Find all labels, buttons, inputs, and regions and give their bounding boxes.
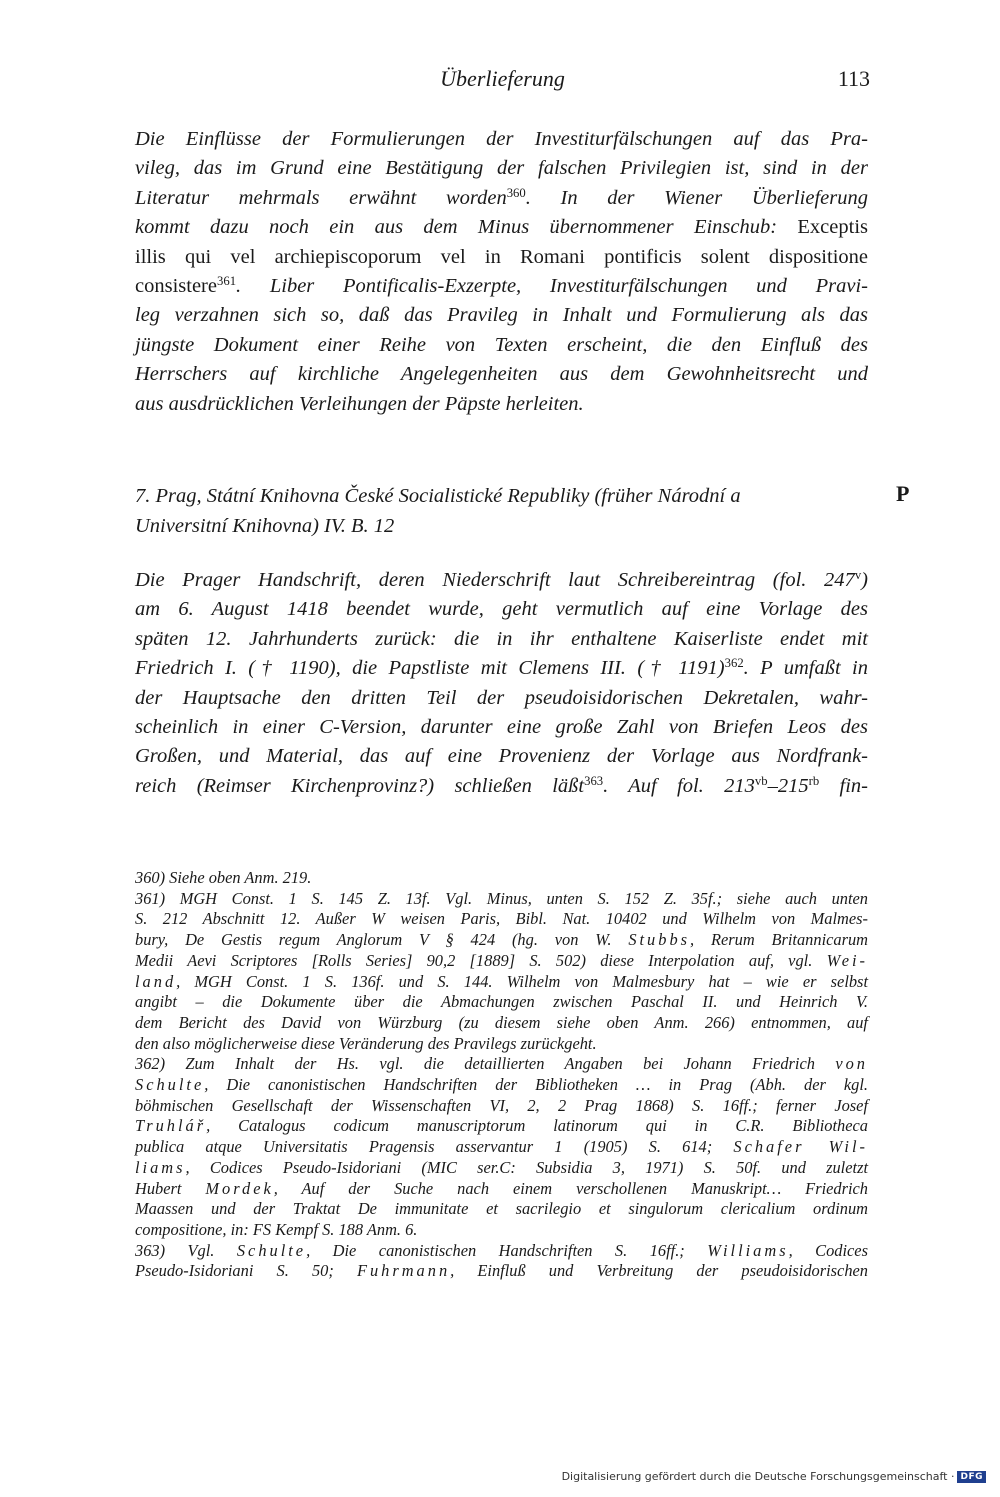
footnote-361: 361) MGH Const. 1 S. 145 Z. 13f. Vgl. Minus, unten S. 152 Z. 35f.; siehe auch unten <box>135 888 868 908</box>
dfg-logo: DFG <box>957 1471 986 1483</box>
section-heading <box>135 481 870 541</box>
text-line: leg verzahnen sich so, daß das Pravileg in Inhalt und Formulierung als das <box>135 304 868 327</box>
footnote-362: 362) Zum Inhalt der Hs. vgl. die detaillierten Angaben bei Johann Friedrich von <box>135 1054 868 1074</box>
text-line: Die Einflüsse der Formulierungen der Investiturfälschungen auf das Pra- <box>135 128 868 150</box>
footnote-line: Schulte, Die canonistischen Handschriften der Bibliotheken … in Prag (Abh. der kgl. <box>135 1075 868 1095</box>
page-number: 113 <box>837 66 870 91</box>
text-line: Literatur mehrmals erwähnt worden$^{360}$. In der Wiener Überlieferung <box>135 185 868 209</box>
text-line: kommt dazu noch ein aus dem Minus übernommener Einschub: Exceptis <box>135 216 869 239</box>
footnote-line: publica atque Universitatis Pragensis asservantur 1 (1905) S. 614; Schafer Wil- <box>135 1137 868 1157</box>
paragraph-prague <box>135 566 868 801</box>
digitization-credit <box>562 1470 986 1483</box>
footnote-line: compositione, in: FS Kempf S. 188 Anm. 6. <box>135 1219 418 1239</box>
page-header <box>135 66 870 102</box>
footnote-line: Maassen und der Traktat De immunitate et sacrilegio et singulorum clericalium ordinum <box>135 1199 868 1219</box>
text-line: Die Prager Handschrift, deren Niederschrift laut Schreibereintrag (fol. 247$^v$) <box>135 568 868 591</box>
text-line: am 6. August 1418 beendet wurde, geht vermutlich auf eine Vorlage des <box>135 598 868 621</box>
footnote-line: angibt – die Dokumente über die Abmachungen zwischen Paschal II. und Heinrich V. <box>135 992 868 1012</box>
footnote-ref: 362 <box>724 656 744 671</box>
footnote-line: S. 212 Abschnitt 12. Außer W weisen Paris, Bibl. Nat. 10402 und Wilhelm von Malmes- <box>135 909 868 929</box>
manuscript-siglum: P <box>896 481 910 506</box>
text-line: illis qui vel archiepiscoporum vel in Romani pontificis solent dispositione <box>135 245 868 268</box>
text-line: reich (Reimser Kirchenprovinz?) schließen läßt$^{363}$. Auf fol. $213^{vb}-215^{rb}$ fin- <box>135 773 868 797</box>
footnote-ref: 363 <box>584 773 604 788</box>
footnote-ref: 360 <box>506 185 526 200</box>
running-title: Überlieferung <box>440 66 565 91</box>
footnote-line: Truhlář, Catalogus codicum manuscriptorum latinorum qui in C.R. Bibliotheca <box>135 1116 868 1136</box>
footnote-line: Hubert Mordek, Auf der Suche nach einem verschollenen Manuskript… Friedrich <box>135 1178 868 1198</box>
heading-line: Universitní Knihovna) IV. B. 12 <box>135 515 395 537</box>
text-line: späten 12. Jahrhunderts zurück: die in ihr enthaltene Kaiserliste endet mit <box>135 627 868 650</box>
footnote-line: land, MGH Const. 1 S. 136f. und S. 144. Wilhelm von Malmesbury hat – wie er selbst <box>135 971 868 991</box>
text-line: Herrschers auf kirchliche Angelegenheiten aus dem Gewohnheitsrecht und <box>135 363 868 386</box>
footnote-ref: 361 <box>216 274 237 289</box>
footnote-line: den also möglicherweise diese Veränderung des Pravilegs zurückgeht. <box>135 1033 597 1053</box>
footnote-363: 363) Vgl. Schulte, Die canonistischen Handschriften S. 16ff.; Williams, Codices <box>135 1240 868 1260</box>
text-line: der Hauptsache den dritten Teil der pseudoisidorischen Dekretalen, wahr- <box>135 686 868 709</box>
text-line: vileg, das im Grund eine Bestätigung der falschen Privilegien ist, sind in der <box>135 157 868 180</box>
text-line: Friedrich I. († 1190), die Papstliste mit Clemens III. († 1191)$^{362}$. P umfaßt in <box>135 656 868 680</box>
heading-line: 7. Prag, Státní Knihovna České Socialistické Republiky (früher Národní a <box>135 485 741 507</box>
footnote-line: Pseudo-Isidoriani S. 50; Fuhrmann, Einfluß und Verbreitung der pseudoisidorischen <box>135 1261 868 1281</box>
text-line: scheinlich in einer C-Version, darunter eine große Zahl von Briefen Leos des <box>135 716 868 739</box>
footnote-line: bury, De Gestis regum Anglorum V § 424 (hg. von W. Stubbs, Rerum Britannicarum <box>135 930 868 950</box>
credit-text: Digitalisierung gefördert durch die Deutsche Forschungsgemeinschaft · <box>561 1470 955 1483</box>
footnote-line: Medii Aevi Scriptores [Rolls Series] 90,2 [1889] S. 502) diese Interpolation auf, vgl. Wei- <box>135 950 868 970</box>
footnotes <box>135 868 868 1282</box>
text-line: jüngste Dokument einer Reihe von Texten erscheint, die den Einfluß des <box>135 333 868 356</box>
footnote-360: 360) Siehe oben Anm. 219. <box>135 868 312 887</box>
footnote-line: liams, Codices Pseudo-Isidoriani (MIC ser.C: Subsidia 3, 1971) S. 50f. und zuletzt <box>135 1157 868 1177</box>
paragraph-intro <box>135 125 868 419</box>
text-line: consistere$^{361}$. Liber Pontificalis-Exzerpte, Investiturfälschungen und Pravi- <box>135 274 868 298</box>
text-line: Großen, und Material, das auf eine Provenienz der Vorlage aus Nordfrank- <box>135 745 868 768</box>
text-line: aus ausdrücklichen Verleihungen der Päpste herleiten. <box>135 392 584 415</box>
footnote-line: böhmischen Gesellschaft der Wissenschaften VI, 2, 2 Prag 1868) S. 16ff.; ferner Josef <box>135 1095 868 1115</box>
footnote-line: dem Bericht des David von Würzburg (zu diesem siehe oben Anm. 266) entnommen, auf <box>135 1012 868 1032</box>
